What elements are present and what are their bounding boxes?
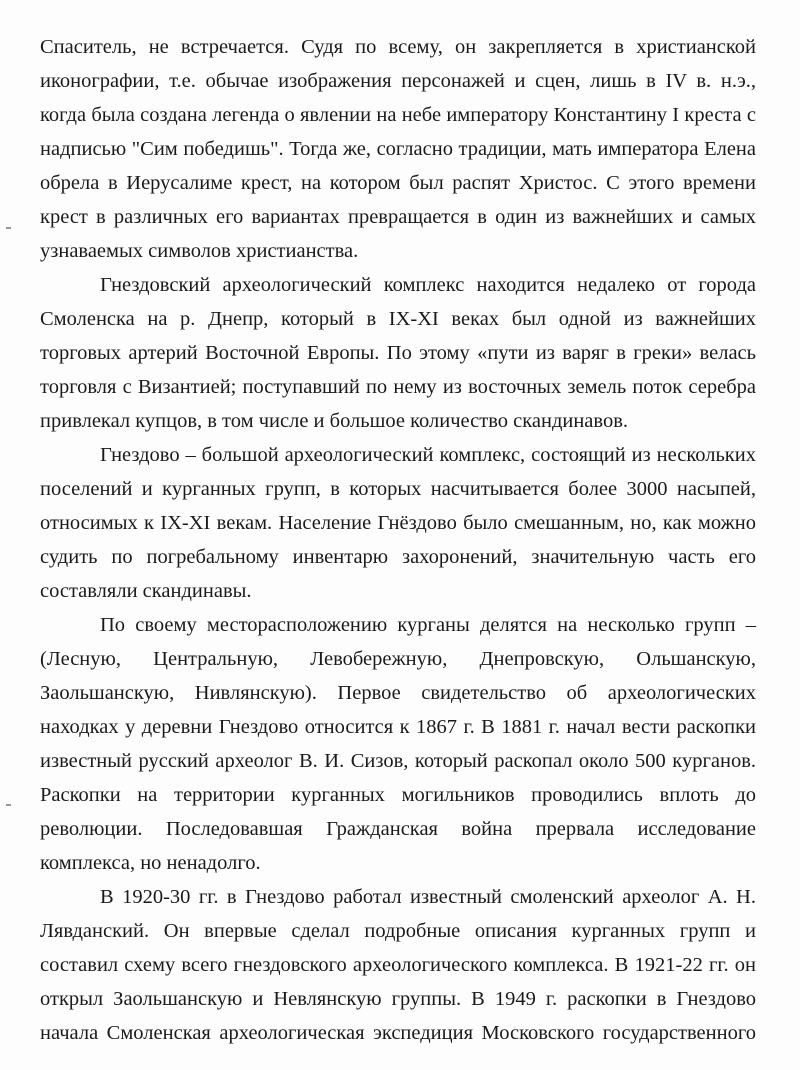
scan-margin-mark	[6, 227, 11, 229]
paragraph-2: Гнездовский археологический комплекс находится недалеко от города Смоленска на р. Днепр, который в IX-XI веках был одной из важнейших торговых артерий Восточной Европы. По этому «пути из варяг в греки» велась торговля с Византией; поступавший по нему из восточных земель поток серебра привлекал купцов, в том числе и большое количество скандинавов.	[40, 274, 756, 432]
paragraph-4: По своему месторасположению курганы делятся на несколько групп – (Лесную, Центральную, Левобережную, Днепровскую, Ольшанскую, Заольшанскую, Нивлянскую). Первое свидетельство об археологических находках у деревни Гнездово относится к 1867 г. В 1881 г. начал вести раскопки известный русский археолог В. И. Сизов, который раскопал около 500 курганов. Раскопки на территории курганных могильников проводились вплоть до революции. Последовавшая Гражданская война прервала исследование комплекса, но ненадолго.	[40, 614, 756, 874]
paragraph-1: Спаситель, не встречается. Судя по всему, он закрепляется в христианской иконографии, т.е. обычае изображения персонажей и сцен, лишь в IV в. н.э., когда была создана легенда о явлении на небе императору Константину I креста с надписью "Сим победишь". Тогда же, согласно традиции, мать императора Елена обрела в Иерусалиме крест, на котором был распят Христос. С этого времени крест в различных его вариантах превращается в один из важнейших и самых узнаваемых символов христианства.	[40, 36, 756, 262]
paragraph-5: В 1920-30 гг. в Гнездово работал известный смоленский археолог А. Н. Лявданский. Он впервые сделал подробные описания курганных групп и составил схему всего гнездовского археологического комплекса. В 1921-22 гг. он открыл Заольшанскую и Невлянскую группы. В 1949 г. раскопки в Гнездово начала Смоленская археологическая экспедиция Московского государственного	[40, 886, 756, 1044]
document-body	[40, 30, 756, 1050]
scan-margin-mark	[6, 804, 11, 806]
paragraph-3: Гнездово – большой археологический комплекс, состоящий из нескольких поселений и курганных групп, в которых насчитывается более 3000 насыпей, относимых к IX-XI векам. Население Гнёздово было смешанным, но, как можно судить по погребальному инвентарю захоронений, значительную часть его составляли скандинавы.	[40, 444, 756, 602]
